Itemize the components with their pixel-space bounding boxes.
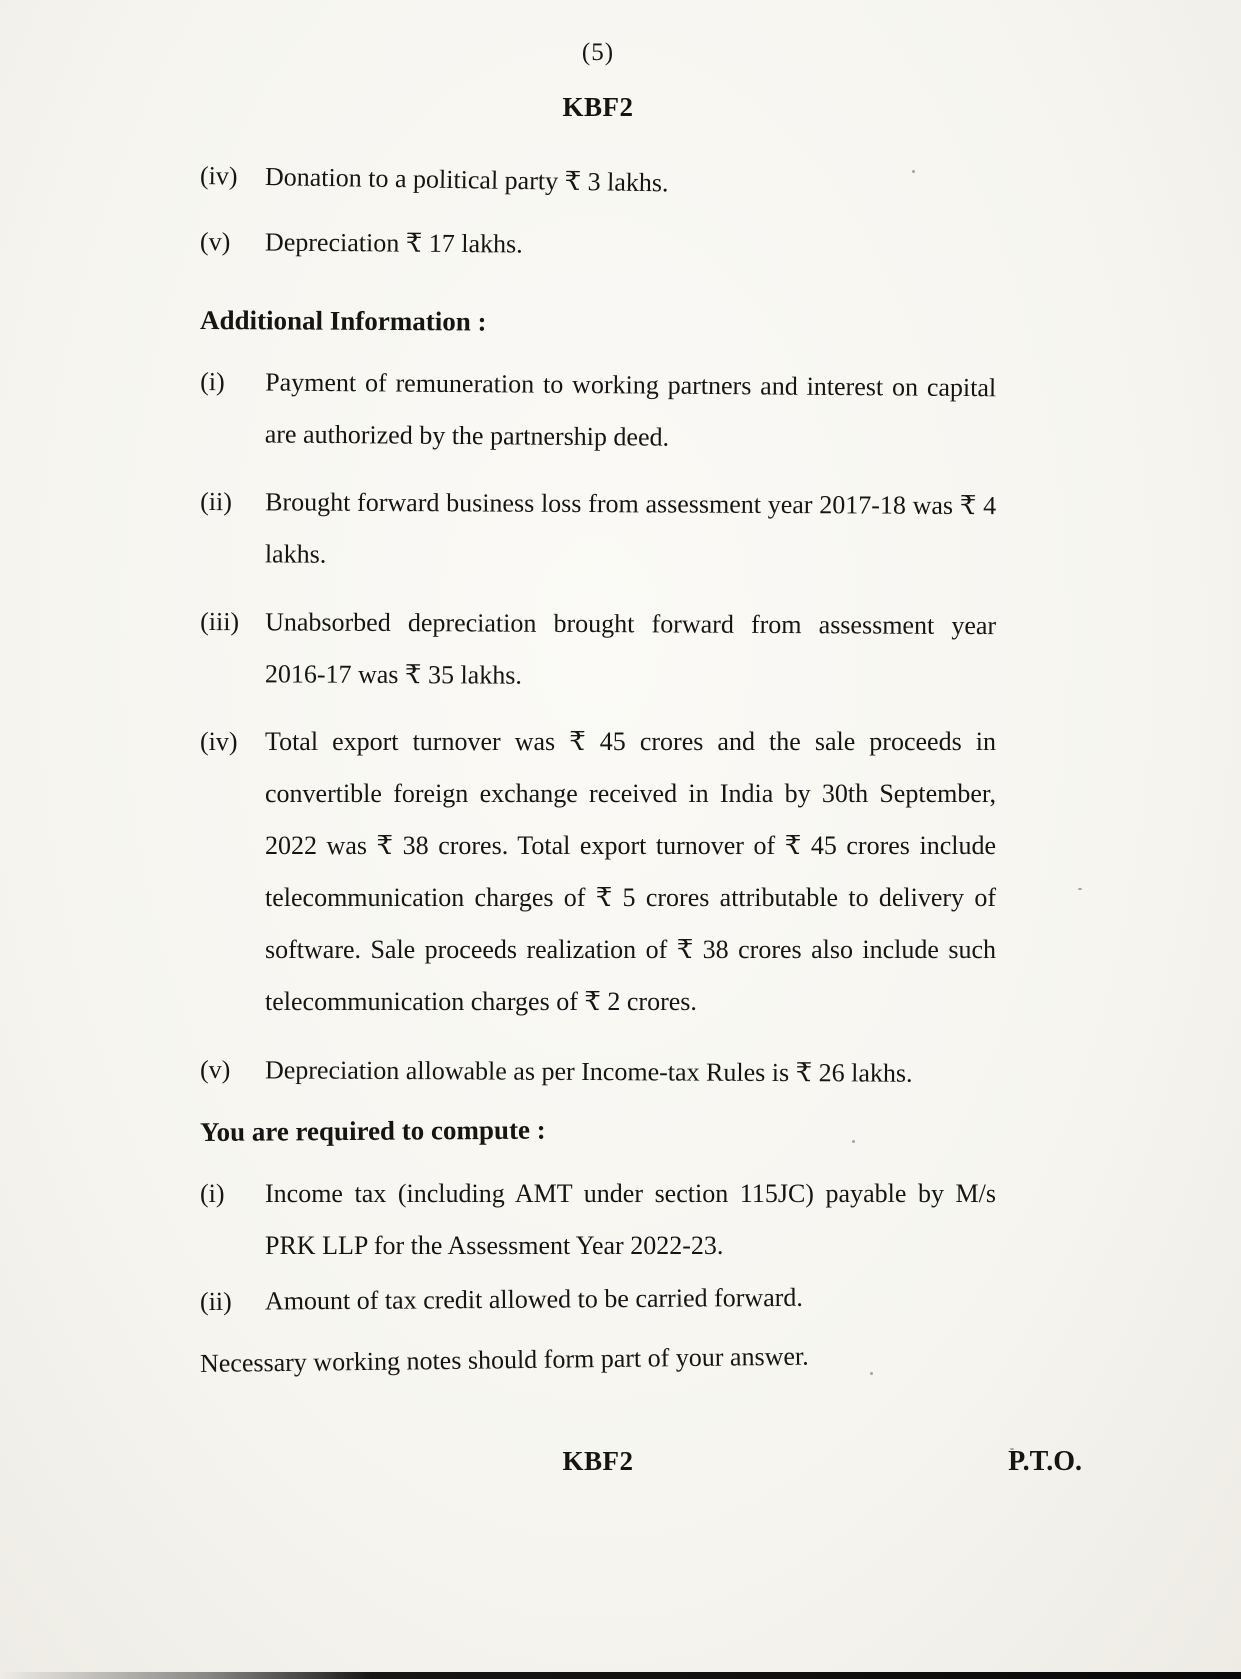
item-label: (ii) — [200, 487, 232, 517]
scan-speck — [852, 1140, 855, 1143]
item-label: (ii) — [199, 1286, 232, 1316]
item-text: Donation to a political party ₹ 3 lakhs. — [264, 162, 669, 198]
footer-code: KBF2 — [562, 1446, 634, 1476]
item-text: Payment of remuneration to working partners and interest on capital are authorized by the partnership deed. — [264, 367, 997, 452]
list-item — [200, 596, 997, 704]
list-item — [200, 476, 997, 584]
item-label: (iv) — [199, 161, 238, 191]
scan-speck — [870, 1372, 873, 1375]
section-heading-required: You are required to compute : — [199, 1114, 546, 1147]
closing-note: Necessary working notes should form part of your answer. — [199, 1341, 809, 1378]
list-item — [200, 1044, 996, 1100]
item-label: (i) — [200, 367, 225, 397]
item-text: Amount of tax credit allowed to be carried forward. — [264, 1282, 803, 1316]
list-item — [200, 1270, 996, 1328]
scan-edge-bottom — [0, 1672, 1241, 1679]
header-code: KBF2 — [562, 92, 634, 122]
item-text: Depreciation allowable as per Income-tax Rules is ₹ 26 lakhs. — [264, 1055, 913, 1088]
list-item — [200, 216, 996, 274]
pto-label: P.T.O. — [1008, 1446, 1082, 1477]
item-label: (iv) — [200, 727, 238, 756]
item-label: (v) — [199, 1055, 231, 1085]
page-footer — [200, 1436, 1082, 1486]
list-item — [200, 356, 997, 466]
section-heading-additional-information: Additional Information : — [199, 305, 487, 337]
page-number: (5) — [581, 39, 615, 66]
item-text: Depreciation ₹ 17 lakhs. — [264, 227, 523, 259]
item-text: Total export turnover was ₹ 45 crores and the sale proceeds in convertible foreign exchange received in India by 30th September, 2022 was ₹ 38 crores. Total export turnover of ₹ 45 crores include telecommunication charges of ₹ 5 crores attributable to delivery of software. Sale proceeds realization of ₹ 38 crores also include such telecommunication charges of ₹ 2 crores. — [265, 727, 996, 1016]
item-text: Unabsorbed depreciation brought forward from assessment year 2016-17 was ₹ 35 lakhs. — [264, 607, 997, 690]
scan-speck — [912, 170, 915, 173]
list-item — [200, 1168, 996, 1272]
scan-speck — [1078, 888, 1082, 890]
item-text: Brought forward business loss from assessment year 2017-18 was ₹ 4 lakhs. — [264, 487, 997, 569]
list-item — [200, 150, 997, 214]
item-label: (iii) — [200, 607, 240, 637]
item-text: Income tax (including AMT under section 115JC) payable by M/s PRK LLP for the Assessment Year 2022-23. — [265, 1179, 996, 1260]
item-label: (i) — [200, 1179, 225, 1208]
list-item — [200, 716, 996, 1028]
scan-speck — [1010, 1448, 1014, 1450]
item-label: (v) — [199, 227, 231, 257]
